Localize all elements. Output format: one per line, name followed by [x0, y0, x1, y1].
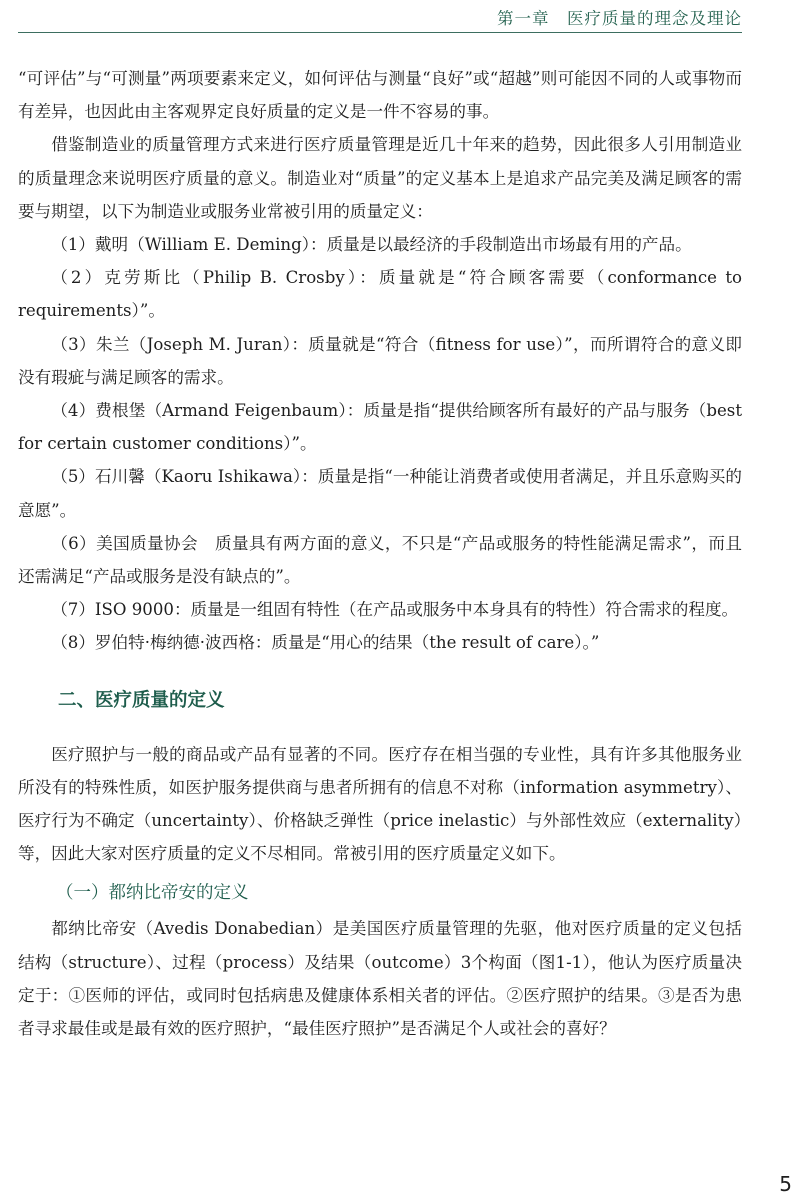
definition-item: （6）美国质量协会 质量具有两方面的意义，不只是“产品或服务的特性能满足需求”，而且还需满足“产品或服务是没有缺点的”。 — [18, 533, 742, 587]
paragraph-manufacturing: 借鉴制造业的质量管理方式来进行医疗质量管理是近几十年来的趋势，因此很多人引用制造业的质量理念来说明医疗质量的意义。制造业对“质量”的定义基本上是追求产品完美及满足顾客的需要与期望，以下为制造业或服务业常被引用的质量定义： — [18, 135, 742, 221]
header-rule — [18, 32, 742, 33]
running-head: 第一章 医疗质量的理念及理论 — [497, 9, 742, 28]
subsection-heading: （一）都纳比帝安的定义 — [56, 883, 249, 904]
definition-item: （8）罗伯特·梅纳德·波西格：质量是“用心的结果（the result of care）。” — [51, 633, 600, 653]
paragraph-intro-continued: “可评估”与“可测量”两项要素来定义，如何评估与测量“良好”或“超越”则可能因不同的人或事物而有差异，也因此由主客观界定良好质量的定义是一件不容易的事。 — [18, 69, 742, 122]
definition-item: （3）朱兰（Joseph M. Juran）：质量就是“符合（fitness for use）”，而所谓符合的意义即没有瑕疵与满足顾客的需求。 — [18, 334, 742, 387]
page-number: 5 — [779, 1172, 792, 1196]
definition-item: （2）克劳斯比（Philip B. Crosby）：质量就是“符合顾客需要（conformance to requirements）”。 — [18, 268, 742, 321]
definition-item: （7）ISO 9000：质量是一组固有特性（在产品或服务中本身具有的特性）符合需求的程度。 — [51, 600, 739, 620]
paragraph-medical-care: 医疗照护与一般的商品或产品有显著的不同。医疗存在相当强的专业性，具有许多其他服务业所没有的特殊性质，如医护服务提供商与患者所拥有的信息不对称（information asymmetry）、医疗行为不确定（uncertainty）、价格缺乏弹性（price inelastic）与外部性效应（externality）等，因此大家对医疗质量的定义不尽相同。常被引用的医疗质量定义如下。 — [18, 744, 742, 864]
definition-item: （1）戴明（William E. Deming）：质量是以最经济的手段制造出市场最有用的产品。 — [51, 235, 692, 255]
paragraph-donabedian: 都纳比帝安（Avedis Donabedian）是美国医疗质量管理的先驱，他对医疗质量的定义包括结构（structure）、过程（process）及结果（outcome）3个构面（图1-1），他认为医疗质量决定于：①医师的评估，或同时包括病患及健康体系相关者的评估。②医疗照护的结果。③是否为患者寻求最佳或是最有效的医疗照护，“最佳医疗照护”是否满足个人或社会的喜好？ — [18, 919, 742, 1039]
section-heading: 二、医疗质量的定义 — [58, 689, 225, 711]
page-body — [18, 62, 742, 1045]
definition-item: （4）费根堡（Armand Feigenbaum）：质量是指“提供给顾客所有最好的产品与服务（best for certain customer conditions）”。 — [18, 401, 742, 454]
definition-item: （5）石川馨（Kaoru Ishikawa）：质量是指“一种能让消费者或使用者满足，并且乐意购买的意愿”。 — [18, 467, 742, 520]
